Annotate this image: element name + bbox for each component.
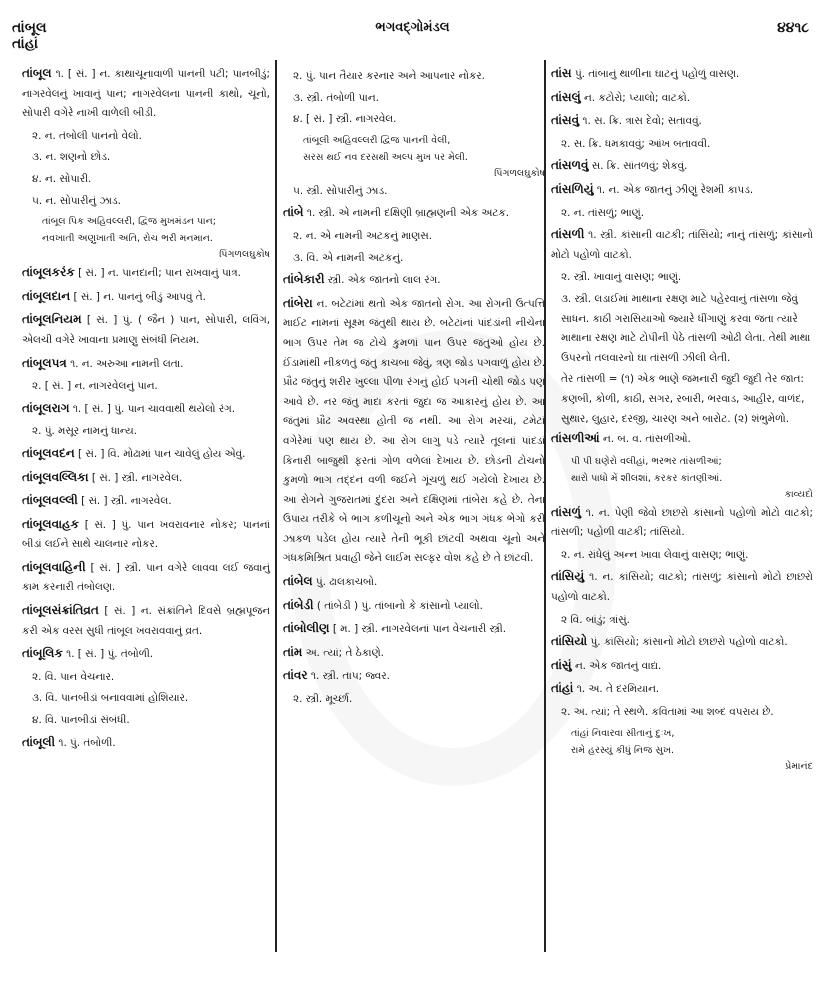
entry-definition: ૧. સ. ક્રિ. ત્રાસ દેવો; સતાવવું. [582, 115, 702, 128]
entry-sense: ૨. ન. તંબોલી પાનનો વેલો. [32, 129, 142, 142]
entry-definition: ન. કટોરો; પ્યાલો; વાટકો. [584, 91, 691, 104]
dictionary-entry [22, 310, 270, 350]
column-divider [275, 60, 277, 952]
entry-headword: તાંસિયો [551, 634, 588, 649]
entry-headword: તાંબેરા [283, 295, 313, 310]
entry-definition: ૧. અ. તે દરમિયાન. [576, 683, 660, 696]
entry-sense: ૨. ન. રાંધેલું અન્ન ખાવા લેવાનું વાસણ; ભાણું. [561, 548, 749, 561]
dictionary-entry [22, 644, 270, 665]
dictionary-entry [22, 515, 270, 555]
entry-quote-line: થારો પાધો મેં શીલશાં, કરકર કાંતણીઆં. [571, 472, 723, 484]
entry-definition: [ સં. ] પું. ( જૈન ) પાન, સોપારી, લવિંગ, એલચી વગેરે ખાવાના પ્રમાણુ સંબંધી નિયમ. [22, 314, 270, 346]
dictionary-entry [551, 225, 813, 265]
dictionary-entry [22, 444, 270, 465]
entry-headword: તાંબૂલિક [22, 646, 63, 661]
entry-sense: ૪. [ સં. ] સ્ત્રી. નાગરવેલ. [293, 113, 397, 126]
dictionary-entry [551, 156, 813, 177]
entry-quote-line: તાંહાં નિવારવા સીતાનું દુઃખ, [571, 727, 675, 739]
dictionary-entry [283, 572, 545, 593]
entry-definition: [ સં. ] સ્ત્રી. નાગરવેલ. [81, 495, 172, 508]
entry-definition: [ સં. ] ન. પાનનું બીડું આપવું તે. [73, 290, 206, 303]
entry-headword: તાંસવું [551, 113, 580, 128]
entry-headword: તાંસળી [551, 227, 585, 242]
entry-headword: તાંસિયું [551, 569, 585, 584]
dictionary-entry [22, 468, 270, 489]
dictionary-entry [283, 294, 545, 569]
entry-headword: તાંસળિયું [551, 181, 594, 196]
dictionary-entry [551, 632, 813, 653]
entry-headword: તાંબૂલસંક્રાંતિવ્રત [22, 603, 99, 618]
entry-definition: ૧. [ સં. ] પું. પાન ચાવવાથી થયેલો રંગ. [72, 402, 236, 415]
entry-headword: તાંબૂલનિયમ [22, 312, 82, 327]
page-header [0, 0, 825, 60]
entry-note: તેર તાંસળી = (૧) એક ભાણે જમનારી જુદી જુદી તેર જાત: કણબી, કોળી, કાઠી, સગર, રબારી, ભરવાડ, આહીર, વાળંદ, સુથાર, લુહાર, દરજી, ચારણ અને બારોટ. (૨) શંભુમેળો. [561, 373, 805, 425]
dictionary-entry [551, 111, 813, 132]
entry-sense: ૪. વિ. પાનબીડાં સંબંધી. [32, 714, 130, 727]
entry-headword: તાંબૂલવાહક [22, 516, 80, 531]
dictionary-entry [22, 491, 270, 512]
entry-definition: પું. ઢાલકાચબો. [315, 576, 378, 589]
dictionary-entry [22, 287, 270, 308]
entry-sense: ૨. સ્ત્રી. મૂર્ચ્છા. [293, 693, 353, 706]
entry-headword: તાંમ [283, 644, 303, 659]
entry-definition: ૧. ન. એક જાતનું ઝીણું રેશમી કાપડ. [596, 183, 754, 196]
entry-sense: ૨. અ. ત્યાં; તે સ્થળે. કવિતામાં આ શબ્દ વપરાય છે. [561, 706, 774, 719]
entry-headword: તાંસળું [551, 504, 581, 519]
entry-quote-source: પિંગળલઘુકોષ [219, 249, 270, 261]
dictionary-entry [283, 666, 545, 687]
dictionary-entry [283, 619, 545, 640]
entry-headword: તાંબૂલવદન [22, 445, 75, 460]
entry-headword: તાંબૂલદાન [22, 288, 71, 303]
entry-definition: ૧. ન. કાંસિયો; વાટકો; તાંસળું; કાંસાનો મોટો છાછરો પહોળો વાટકો. [551, 571, 813, 604]
entry-definition: ન. એક જાતનું વાદ્ય. [574, 659, 662, 672]
entry-definition: ૧. [ સં. ] પું. તંબોળી. [66, 648, 154, 661]
entry-sense: ૩. સ્ત્રી. તંબોળી પાન. [293, 91, 379, 104]
entry-quote-line: તાંબૂલ પિક અહિવલ્લરી, દ્વિજ મુખમંડન પાન; [42, 216, 217, 228]
entry-headword: તાંવર [283, 668, 308, 683]
entry-headword: તાંસળવું [551, 158, 589, 173]
entry-sense: ૫. સ્ત્રી. સોપારીનું ઝાડ. [293, 184, 388, 197]
entry-definition: ૧. સ્ત્રી. એ નામની દક્ષિણી બ્રાહ્મણની એક અટક. [306, 207, 510, 220]
entry-sense: ૩. વિ. એ નામની અટકનું. [293, 251, 404, 264]
entry-headword: તાંબૂલવલ્લિકા [22, 469, 89, 484]
dictionary-entry [22, 263, 270, 284]
entry-headword: તાંહાં [551, 681, 574, 696]
entry-definition: ન. બ. વ. તાંસળીઓ. [603, 433, 691, 446]
entry-sense: ૨. ન. એ નામની અટકનું માણસ. [293, 229, 433, 242]
entry-headword: તાંબે [283, 205, 304, 220]
entry-sense: ૨. વિ. પાન વેચનાર. [32, 670, 115, 683]
entry-headword: તાંબૂલવાહિની [22, 559, 86, 574]
entry-definition: ( તાંબેડી ) પું. તાંબાનો કે કાંસાનો પ્યાલો. [316, 599, 483, 612]
dictionary-entry [283, 643, 545, 664]
entry-sense: ૨. પું. મસૂર નામનું ધાન્ય. [32, 425, 137, 438]
dictionary-entry [22, 354, 270, 375]
entry-definition: ૧. પું. તંબોળી. [58, 736, 116, 749]
entry-definition: [ સં. ] પું. પાન ખવરાવનાર નોકર; પાનનાં બીડાં લઈને સાથે ચાલનાર નોકર. [22, 518, 271, 551]
entry-sense: ૩. ન. શણનો છોડ. [32, 151, 111, 164]
entry-headword: તાંસલું [551, 89, 581, 104]
entry-sense: ૪. ન. સોપારી. [32, 172, 92, 185]
entry-definition: ૧. ન. અરુઆ નામની લતા. [70, 357, 184, 370]
entry-sense: ૫. ન. સોપારીનું ઝાડ. [32, 194, 121, 207]
dictionary-entry [551, 679, 813, 700]
dictionary-entry [283, 203, 545, 224]
entry-definition: [ મ. ] સ્ત્રી. નાગરવેલનાં પાન વેચનારી સ્ત્રી. [332, 623, 507, 636]
entry-definition: પું. કાંસિયો; કાંસાનો મોટો છાછરો પહોળો વાટકો. [590, 636, 788, 649]
entry-quote-source: પ્રેમાનંદ [785, 760, 813, 772]
column-1 [22, 64, 270, 756]
dictionary-entry [551, 88, 813, 109]
entry-sense: ૩. સ્ત્રી. લડાઈમાં માથાના રક્ષણ માટે પહેરવાનું તાંસળા જેવું સાધન. કાઠી ગરાસિયાઓ જ્યારે ધીંગાણું કરવા જતા ત્યારે માથાના રક્ષણ માટે ટોપીની પેઠે તાંસળી ઓઢી લેતા. તેથી માથા ઉપરનો તલવારનો ઘા તાંસળી ઝીલી લેતી. [561, 292, 811, 364]
page-number: ૪૪૧૮ [777, 20, 809, 36]
entry-definition: ૧. [ સં. ] ન. કાથાચૂનાવાળી પાનની પટી; પાનબીડું; નાગરવેલનું ખાવાનું પાન; નાગરવેલના પાનની કાથો, ચૂનો, સોપારી વગેરે નાખી વાળેલી બીડી. [22, 68, 270, 120]
entry-sense: ૨. પું. પાન તૈયાર કરનાર અને આપનાર નોકર. [293, 70, 485, 82]
entry-headword: તાંબેડી [283, 597, 314, 612]
entry-headword: તાંબૂલપત્ર [22, 355, 67, 370]
entry-sense: ૨. સ્ત્રી. ખાવાનું વાસણ; ભાણું. [561, 271, 682, 284]
entry-definition: [ સં. ] ન. સંક્રાંતિને દિવસે બ્રહ્મપૂજન કરી એક વરસ સુધી તાંબૂલ ખવરાવવાનું વ્રત. [22, 605, 270, 637]
entry-headword: તાંબોલીણ [283, 621, 330, 636]
entry-quote-source: પિંગળલઘુકોષ [494, 167, 545, 179]
entry-sense: ૨. સ. ક્રિ. ધમકાવવું; આંખ બતાવવી. [561, 137, 711, 150]
entry-headword: તાંબૂલવલ્લી [22, 493, 78, 508]
entry-headword: તાંબેકારી [283, 272, 325, 287]
entry-quote-line: નવખાતી અણુખાતી અતિ, રોચ ભરી મનમાન. [42, 233, 213, 245]
entry-headword: તાંબૂલી [22, 734, 56, 749]
entry-headword: તાંબૂલરાગ [22, 400, 70, 415]
entry-definition: ન. બટેટાંમાં થતો એક જાતનો રોગ. આ રોગની ઉત્પત્તિ માઈટ નામનાં સૂક્ષ્મ જંતુથી થાય છે. બટેટાંનાં પાંદડાંની નીચેના ભાગ ઉપર તેમ જ ટોચે કુમળાં પાન ઉપર જંતુઓ હોય છે. ઈંડામાંથી નીકળતું જંતુ કાચબા જેવું, ત્રણ જોડ પગવાળું હોય છે. પ્રૌઢ જંતુનું શરીર ખુલ્લા પીળા રંગનું હોઈ પગની ચોથી જોડ પણ આવે છે. નર જંતુ માદા કરતાં જુદા જ આકારનું હોય છે. આ જંતુમાં પ્રૌઢ અવસ્થા હોતી જ નથી. આ રોગ મરચાં, ટમેટાં વગેરેમાં પણ થાય છે. આ રોગ લાગુ પડે ત્યારે તૂલનાં પાંદડાં કિનારી બાજુથી ફરતાં ગોળ વળેલાં દેખાય છે. છોડની ટોચનો કુમળો ભાગ તદ્દન વળી જઈને ગૂંચળું થઈ ગયેલો દેખાય છે. આ રોગને ગુજરાતમાં દુંદરા અને દક્ષિણમાં તાંબેરા કહે છે. તેના ઉપાય તરીકે બે ભાગ કળીચૂનો અને એક ભાગ ગંધક ભેગો કરી ઝાકળ પડેલ હોય ત્યારે તેની ભૂકી છાંટવી અથવા ચૂનો અને ગંધકમિશ્રિત પ્રવાહી જેને લાઈમ સલ્ફર વોશ કહે છે તે છાંટવી. [283, 297, 545, 565]
dictionary-entry [283, 270, 545, 291]
page-title: ભગવદ્ગોમંડલ [375, 20, 450, 35]
entry-definition: સ્ત્રી. એક જાતનો લાલ રંગ. [327, 274, 441, 287]
dictionary-entry [551, 503, 813, 543]
dictionary-entry [22, 64, 270, 124]
entry-definition: અ. ત્યાં; તે ઠેકાણે. [305, 646, 384, 659]
entry-quote-line: તાંબૂલી અહિવલ્લરી દ્વિજ પાનની વેલી, [303, 134, 451, 146]
entry-definition: ૧. સ્ત્રી. તાપ; જ્વર. [310, 670, 390, 683]
entry-definition: [ સં. ] સ્ત્રી. પાન વગેરે લાવવા લઈ જવાનું કામ કરનારી તંબોલણ. [22, 561, 270, 594]
entry-quote-line: સરસ થઈ નવ દરસથી અલ્પ મુખ પર મેલી. [303, 151, 468, 163]
dictionary-entry [551, 567, 813, 607]
entry-headword: તાંબૂલકરંક [22, 265, 75, 280]
column-2 [283, 64, 545, 712]
entry-headword: તાંબૂલ [22, 66, 52, 80]
entry-headword: તાંસળીઆં [551, 431, 600, 446]
entry-definition: ૧. સ્ત્રી. કાંસાની વાટકી; તાંસિયો; નાનું તાંસળું; કાંસાનો મોટો પહોળો વાટકો. [551, 229, 813, 261]
entry-definition: પું. તાંબાનું થાળીના ઘાટનું પહોળું વાસણ. [574, 68, 740, 80]
dictionary-entry [22, 601, 270, 641]
entry-sense: ૨ વિ. બાંડું; ત્રાંસું. [561, 613, 630, 626]
dictionary-entry [22, 399, 270, 420]
entry-sense: ૨. ન. તાંસળું; ભાણું. [561, 206, 645, 219]
dictionary-entry [22, 733, 270, 754]
entry-sense: ૩. વિ. પાનબીડાં બનાવવામાં હોશિયાર. [32, 692, 189, 705]
guide-word-top: તાંબૂલ [12, 20, 47, 36]
entry-quote-line: પી પી ઘણેરો વલીહાં, ભરભર તાંસળીઆં; [571, 455, 722, 467]
entry-quote-source: કાવ્યદો [784, 488, 813, 500]
entry-sense: ૨. [ સં. ] ન. નાગરવેલનું પાન. [32, 380, 158, 393]
entry-quote-line: રામે હરસ્યું કીધું નિજ સુખ. [571, 744, 675, 756]
entry-definition: [ સં. ] સ્ત્રી. નાગરવેલ. [91, 471, 183, 484]
dictionary-entry [551, 64, 813, 85]
entry-definition: સ. ક્રિ. સાંતળવું; શેકવું. [591, 160, 688, 173]
entry-headword: તાંસું [551, 657, 572, 672]
column-3 [551, 64, 813, 775]
entry-definition: [ સં. ] ન. પાનદાની; પાન રાખવાનું પાત્ર. [78, 267, 241, 280]
entry-definition: [ સં. ] વિ. મોઢામાં પાન ચાવેલું હોય એવું. [78, 447, 246, 460]
dictionary-entry [283, 596, 545, 617]
dictionary-entry [551, 180, 813, 201]
dictionary-entry [22, 558, 270, 598]
dictionary-entry [551, 656, 813, 677]
entry-definition: ૧. ન. પેણી જેવો છાછરો કાંસાનો પહોળો મોટો વાટકો; તાંસળી; પહોળી વાટકી; તાંસિયો. [551, 506, 814, 539]
dictionary-entry [551, 429, 813, 450]
entry-headword: તાંસ [551, 66, 572, 80]
entry-headword: તાંબેલ [283, 574, 313, 589]
guide-word-bottom: તાંહાં [12, 36, 39, 52]
